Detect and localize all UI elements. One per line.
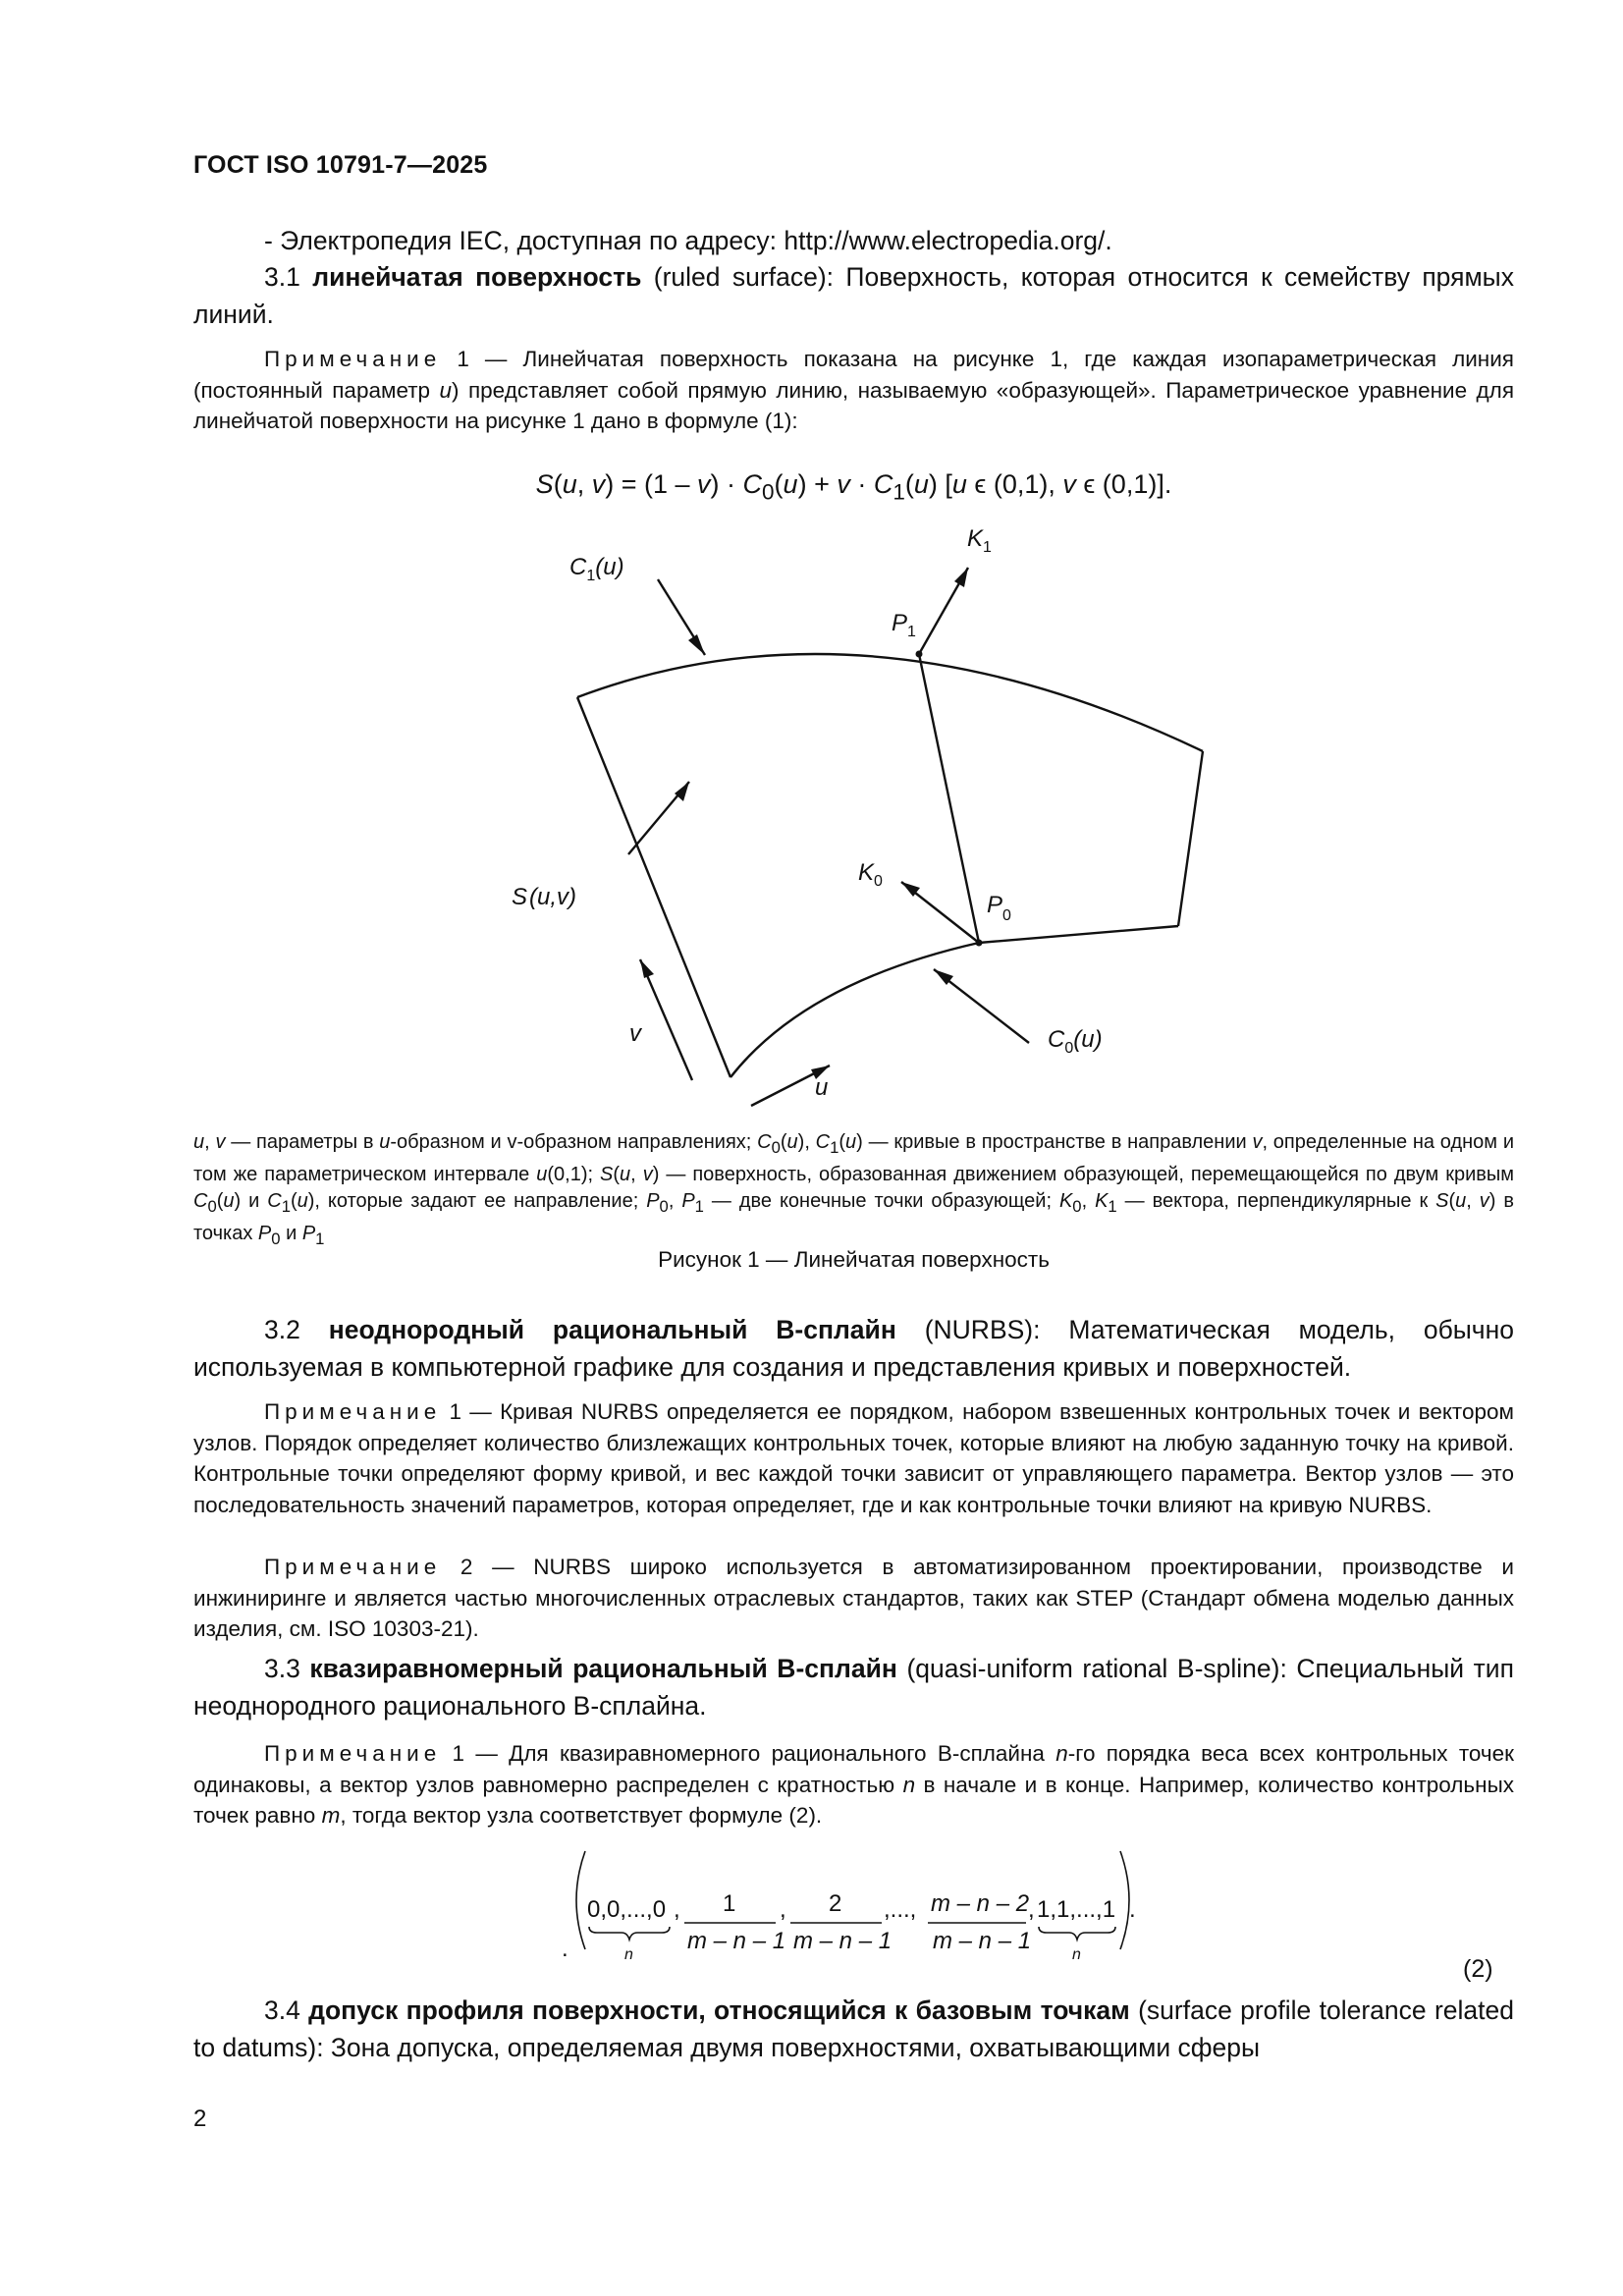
term-number: 3.1	[264, 262, 300, 292]
formula-C: C	[873, 469, 893, 499]
formula-dots: ,...,	[884, 1896, 917, 1923]
label-S: S(u,v)	[512, 884, 577, 910]
brace-label-n: n	[1072, 1946, 1081, 1963]
formula-var: v	[697, 469, 711, 499]
var-n: n	[902, 1772, 916, 1797]
figure-caption: Рисунок 1 — Линейчатая поверхность	[658, 1247, 1050, 1272]
formula-part: ·	[849, 469, 874, 499]
formula-part: ϵ (0,1),	[966, 469, 1063, 499]
term-title: допуск профиля поверхности, относящийся к базовым точкам	[308, 1995, 1130, 2025]
formula-lead-dot: .	[562, 1936, 568, 1962]
formula-var: u	[951, 469, 967, 499]
formula-S: S	[535, 469, 554, 499]
note-text: 1 — Для квазиравномерного рационального В-сплайна	[452, 1741, 1056, 1766]
formula-den2: m – n – 1	[793, 1928, 893, 1954]
term-title: квазиравномерный рациональный В-сплайн	[309, 1654, 897, 1683]
formula-zeros: 0,0,...,0	[587, 1896, 667, 1923]
term-number: 3.3	[264, 1654, 300, 1683]
note-text: 1 — Кривая NURBS определяется ее порядком, набором взвешенных контрольных точек и вектором узлов. Порядок определяет количество близлежащих контрольных точек, которые влияют на любую заданную точку на кривой. Контрольные точки определяют форму кривой, и вес каждой точки зависит от управляющего параметра. Вектор узлов — это последовательность значений параметров, которая определяет, где и как контрольные точки влияют на кривую NURBS.	[193, 1399, 1514, 1517]
note-text: 2 — NURBS широко используется в автоматизированном проектировании, производстве и инжиниринге и является частью многочисленных отраслевых стандартов, таких как STEP (Стандарт обмена моделью данных изделия, см. ISO 10303-21).	[193, 1555, 1514, 1641]
term-definition: (NURBS): Математическая модель, обычно используемая в компьютерной графике для создания и представления кривых и поверхностей.	[193, 1315, 1514, 1382]
formula-comma: ,	[1028, 1896, 1035, 1923]
formula-var: v	[1062, 469, 1076, 499]
note-label: Примечание	[264, 1555, 442, 1579]
formula-part: ϵ (0,1)].	[1075, 469, 1172, 499]
term-title: линейчатая поверхность	[312, 262, 642, 292]
right-paren	[1120, 1851, 1129, 1949]
term-definition: (quasi-uniform rational B-spline): Специальный тип неоднородного рационального В-сплайна.	[193, 1654, 1514, 1721]
label-K1: $K_1$	[967, 525, 992, 556]
term-title: неоднородный рациональный В-сплайн	[328, 1315, 896, 1344]
term-definition: (surface profile tolerance related to datums): Зона допуска, определяемая двумя поверхностями, охватывающими сферы	[193, 1995, 1514, 2062]
formula-comma: ,	[780, 1896, 786, 1923]
formula-part: ) [	[928, 469, 952, 499]
formula-part: ) ·	[710, 469, 743, 499]
underbrace-left	[589, 1927, 670, 1940]
formula-part: (	[904, 469, 914, 499]
formula-end: .	[1129, 1896, 1136, 1923]
left-paren	[576, 1851, 585, 1949]
formula-den3: m – n – 1	[933, 1928, 1032, 1954]
label-C0: $C_0(u)$	[1048, 1026, 1103, 1057]
note-text: ) представляет собой прямую линию, называемую «образующей». Параметрическое уравнение для линейчатой поверхности на рисунке 1 дано в формуле (1):	[193, 377, 1514, 433]
label-P0: $P_0$	[987, 892, 1011, 924]
formula-sub: 1	[893, 479, 905, 505]
note-label: Примечание	[264, 347, 442, 371]
figure-legend: u, v — параметры в u-образном и v-образном направлениях; $C_0(u)$, $C_1(u)$ — кривые в пространстве в направлении v, определенные на одном и том же параметрическом интервале u(0,1); S(u, v) — поверхность, образованная движением образующей, перемещающейся по двум кривым $C_0(u)$ и $C_1(u)$, которые задают ее направление; $P_0$, $P_1$ — две конечные точки образующей; $K_0$, $K_1$ — вектора, перпендикулярные к S(u, v) в точках $P_0$ и $P_1$	[193, 1131, 1515, 1248]
label-v: v	[629, 1020, 641, 1047]
formula-part: (	[553, 469, 563, 499]
document-header: ГОСТ ISO 10791-7—2025	[193, 151, 488, 179]
note-label: Примечание	[264, 1399, 442, 1424]
underbrace-right	[1039, 1927, 1115, 1940]
formula-var: u	[562, 469, 577, 499]
note-text: 1 — Линейчатая поверхность показана на рисунке 1, где каждая изопараметрическая линия (постоянный параметр	[193, 347, 1514, 403]
note-text: , тогда вектор узла соответствует формуле (2).	[340, 1803, 823, 1828]
formula-C: C	[742, 469, 763, 499]
formula-comma: ,	[674, 1896, 680, 1923]
note-text: в начале и в конце. Например, количество контрольных точек равно	[193, 1772, 1514, 1828]
formula-var: u	[913, 469, 929, 499]
note-label: Примечание	[264, 1741, 442, 1766]
formula-num1: 1	[723, 1890, 736, 1917]
var-n: n	[1055, 1741, 1068, 1766]
formula-num2: 2	[829, 1890, 842, 1917]
formula-var: v	[591, 469, 606, 499]
page-number: 2	[193, 2105, 207, 2132]
equation-number: (2)	[1463, 1955, 1493, 1983]
label-K0: $K_0$	[858, 859, 883, 890]
note-text: -го порядка веса всех контрольных точек одинаковы, а вектор узлов равномерно распределен с кратностью	[193, 1741, 1514, 1797]
formula-part: ,	[576, 469, 592, 499]
formula-sub: 0	[762, 479, 775, 505]
formula-den1: m – n – 1	[687, 1928, 786, 1954]
formula-ones: 1,1,...,1	[1037, 1896, 1116, 1923]
label-u: u	[815, 1074, 829, 1101]
label-P1: $P_1$	[892, 610, 916, 640]
term-number: 3.2	[264, 1315, 300, 1344]
term-3-4	[193, 1992, 1514, 2066]
formula-part: ) = (1 –	[605, 469, 698, 499]
brace-label-n: n	[624, 1946, 633, 1963]
formula-part: (	[774, 469, 784, 499]
formula-part: ) +	[797, 469, 838, 499]
var-u: u	[439, 377, 453, 403]
label-C1: $C_1(u)$	[569, 554, 624, 584]
formula-num3: m – n – 2	[931, 1890, 1030, 1917]
intro-line: - Электропедия IEC, доступная по адресу: http://www.electropedia.org/.	[264, 226, 1112, 255]
term-number: 3.4	[264, 1995, 300, 2025]
var-m: m	[321, 1803, 341, 1828]
term-definition: (ruled surface): Поверхность, которая относится к семейству прямых линий.	[193, 262, 1514, 329]
formula-var: v	[837, 469, 850, 499]
formula-var: u	[783, 469, 798, 499]
